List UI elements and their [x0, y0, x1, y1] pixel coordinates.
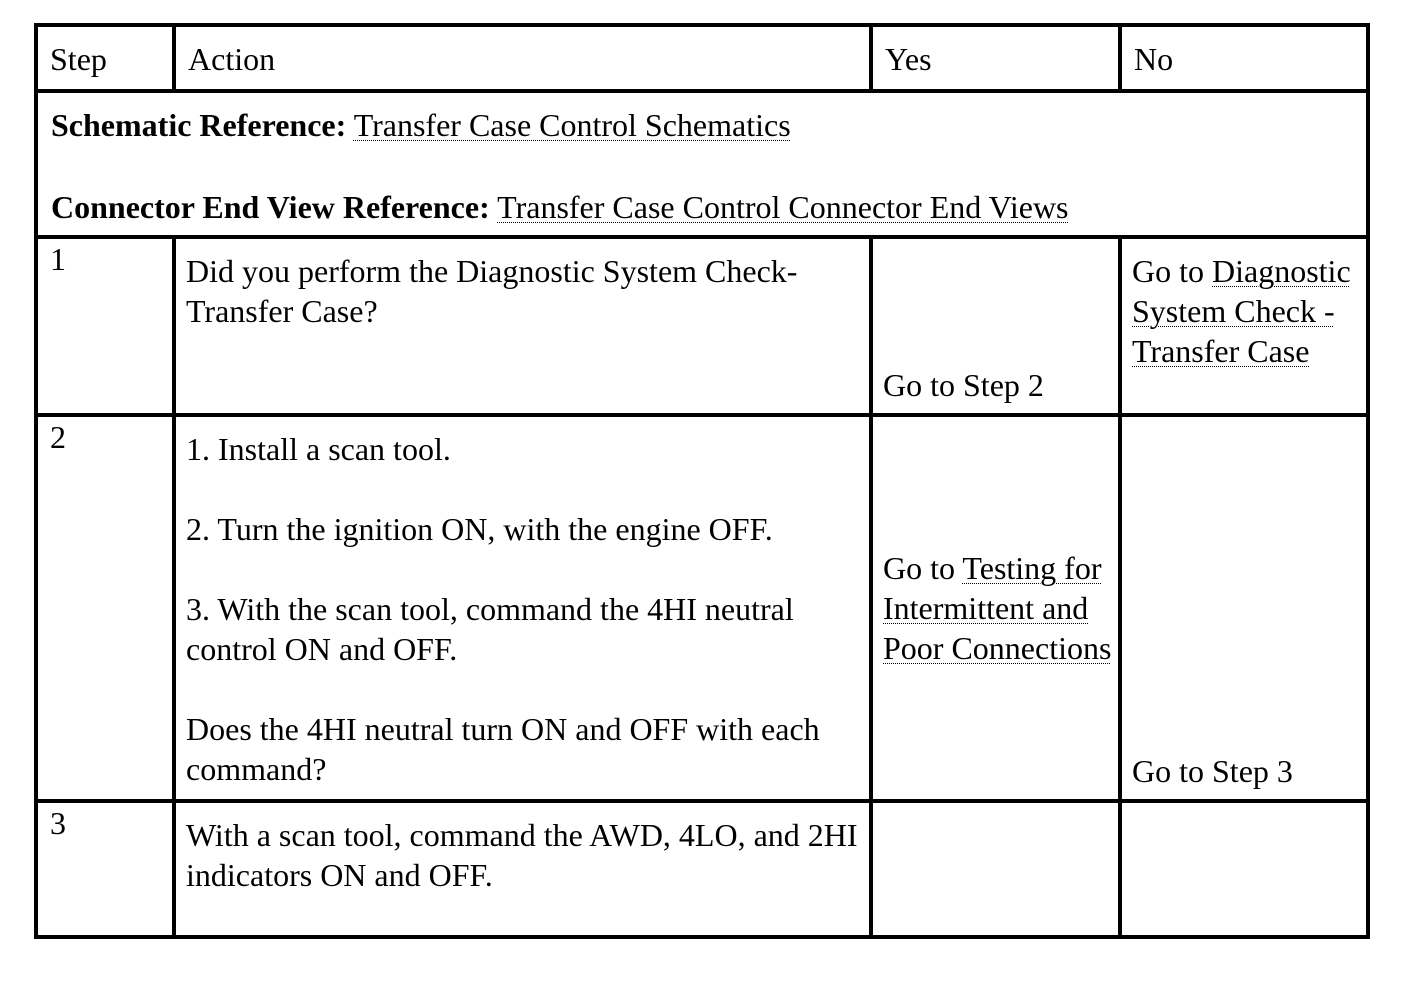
table-row	[36, 415, 1368, 801]
schematic-reference-link[interactable]: Transfer Case Control Schematics	[353, 107, 791, 143]
connector-reference-link[interactable]: Transfer Case Control Connector End Views	[497, 189, 1069, 225]
action-text: With a scan tool, command the AWD, 4LO, and 2HI indicators ON and OFF.	[186, 817, 858, 893]
reference-row	[36, 91, 1368, 237]
action-cell	[174, 415, 871, 801]
no-text: Go to Step 3	[1132, 753, 1293, 789]
header-row	[36, 25, 1368, 91]
table-row	[36, 237, 1368, 415]
header-step: Step	[36, 25, 174, 91]
action-text: Did you perform the Diagnostic System Check-Transfer Case?	[186, 253, 798, 329]
schematic-reference-label: Schematic Reference:	[51, 107, 347, 143]
header-action: Action	[174, 25, 871, 91]
step-number: 1	[36, 237, 174, 415]
no-cell	[1120, 237, 1368, 415]
diagnostic-system-check-link[interactable]: Diagnostic System Check - Transfer Case	[1132, 253, 1351, 369]
no-prefix: Go to	[1132, 253, 1204, 289]
connector-reference	[51, 187, 1366, 227]
yes-prefix: Go to	[883, 550, 955, 586]
action-cell	[174, 801, 871, 937]
yes-cell	[871, 237, 1120, 415]
diagnostic-table	[34, 23, 1370, 939]
table-row	[36, 801, 1368, 937]
yes-text: Go to Step 2	[883, 367, 1044, 403]
step-number: 3	[36, 801, 174, 937]
action-text: 1. Install a scan tool.	[186, 431, 451, 467]
schematic-reference	[51, 105, 1366, 145]
no-cell	[1120, 801, 1368, 937]
yes-cell	[871, 415, 1120, 801]
testing-intermittent-link[interactable]: Testing for Intermittent and Poor Connections	[883, 550, 1112, 666]
step-number: 2	[36, 415, 174, 801]
header-yes: Yes	[871, 25, 1120, 91]
action-cell	[174, 237, 871, 415]
connector-reference-label: Connector End View Reference:	[51, 189, 490, 225]
action-text: 3. With the scan tool, command the 4HI neutral control ON and OFF.	[186, 591, 794, 667]
action-text: 2. Turn the ignition ON, with the engine OFF.	[186, 511, 773, 547]
reference-cell	[36, 91, 1368, 237]
action-question: Does the 4HI neutral turn ON and OFF with each command?	[186, 711, 820, 787]
yes-cell	[871, 801, 1120, 937]
no-cell	[1120, 415, 1368, 801]
header-no: No	[1120, 25, 1368, 91]
